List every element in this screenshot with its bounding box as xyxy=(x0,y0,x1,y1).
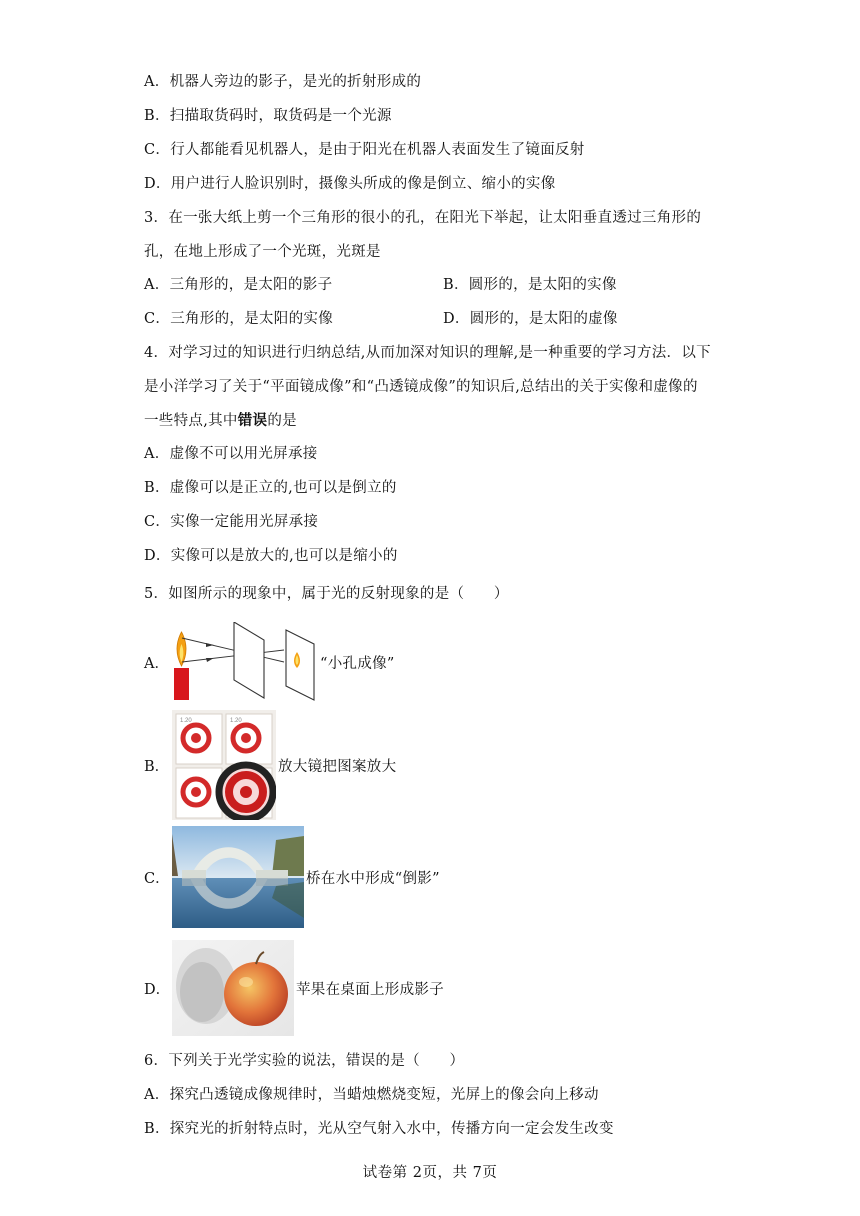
q5-option-d-letter: D． xyxy=(144,981,171,998)
q5-option-c xyxy=(144,826,440,928)
apple-shadow-photo xyxy=(172,940,294,1036)
q5-option-c-caption: 桥在水中形成“倒影” xyxy=(306,870,440,887)
q6-option-b: B．探究光的折射特点时，光从空气射入水中，传播方向一定会发生改变 xyxy=(144,1121,614,1137)
q5-option-d-caption: 苹果在桌面上形成影子 xyxy=(296,981,444,998)
q4-stem-line3 xyxy=(144,411,297,431)
q4-option-c: C．实像一定能用光屏承接 xyxy=(144,514,319,530)
q2-option-b: B．扫描取货码时，取货码是一个光源 xyxy=(144,108,392,124)
q5-option-a-letter: A． xyxy=(144,655,169,672)
q5-option-b-caption: 放大镜把图案放大 xyxy=(278,758,397,775)
q4-stem-line2: 是小洋学习了关于“平面镜成像”和“凸透镜成像”的知识后,总结出的关于实像和虚像的 xyxy=(144,379,698,395)
q4-stem-pre: 一些特点,其中 xyxy=(144,413,238,429)
svg-text:1.20: 1.20 xyxy=(180,718,192,724)
page-footer: 试卷第 2页，共 7页 xyxy=(362,1165,498,1181)
q5-option-b xyxy=(144,710,396,820)
q5-option-c-letter: C． xyxy=(144,870,170,887)
q2-option-a: A．机器人旁边的影子，是光的折射形成的 xyxy=(144,74,422,90)
q3-option-d: D．圆形的，是太阳的虚像 xyxy=(443,311,618,327)
q3-option-b: B．圆形的，是太阳的实像 xyxy=(443,277,617,293)
q3-option-c: C．三角形的，是太阳的实像 xyxy=(144,311,333,327)
q5-option-b-letter: B． xyxy=(144,758,170,775)
q6-stem: 6．下列关于光学实验的说法，错误的是（ ） xyxy=(144,1053,465,1069)
magnifier-stamps-photo xyxy=(172,710,276,820)
svg-text:1.20: 1.20 xyxy=(230,718,242,724)
q3-option-a: A．三角形的，是太阳的影子 xyxy=(144,277,333,293)
q2-option-d: D．用户进行人脸识别时，摄像头所成的像是倒立、缩小的实像 xyxy=(144,176,556,192)
q4-stem-post: 的是 xyxy=(267,413,297,429)
q5-option-d xyxy=(144,940,444,1036)
q5-option-a xyxy=(144,622,395,702)
q4-option-a: A．虚像不可以用光屏承接 xyxy=(144,446,318,462)
pinhole-imaging-figure xyxy=(172,622,318,702)
q3-stem-line1: 3．在一张大纸上剪一个三角形的很小的孔，在阳光下举起，让太阳垂直透过三角形的 xyxy=(144,210,702,226)
q4-option-b: B．虚像可以是正立的,也可以是倒立的 xyxy=(144,480,397,496)
q4-stem-line1: 4．对学习过的知识进行归纳总结,从而加深对知识的理解,是一种重要的学习方法．以下 xyxy=(144,345,711,361)
q4-stem-emphasis: 错误 xyxy=(237,412,268,429)
bridge-reflection-photo xyxy=(172,826,304,928)
q6-option-a: A．探究凸透镜成像规律时，当蜡烛燃烧变短，光屏上的像会向上移动 xyxy=(144,1087,599,1103)
q2-option-c: C．行人都能看见机器人，是由于阳光在机器人表面发生了镜面反射 xyxy=(144,142,585,158)
q5-option-a-caption: “小孔成像” xyxy=(320,655,395,672)
q3-stem-line2: 孔，在地上形成了一个光斑，光斑是 xyxy=(144,244,381,260)
q5-stem: 5．如图所示的现象中，属于光的反射现象的是（ ） xyxy=(144,586,509,602)
q4-option-d: D．实像可以是放大的,也可以是缩小的 xyxy=(144,548,398,564)
